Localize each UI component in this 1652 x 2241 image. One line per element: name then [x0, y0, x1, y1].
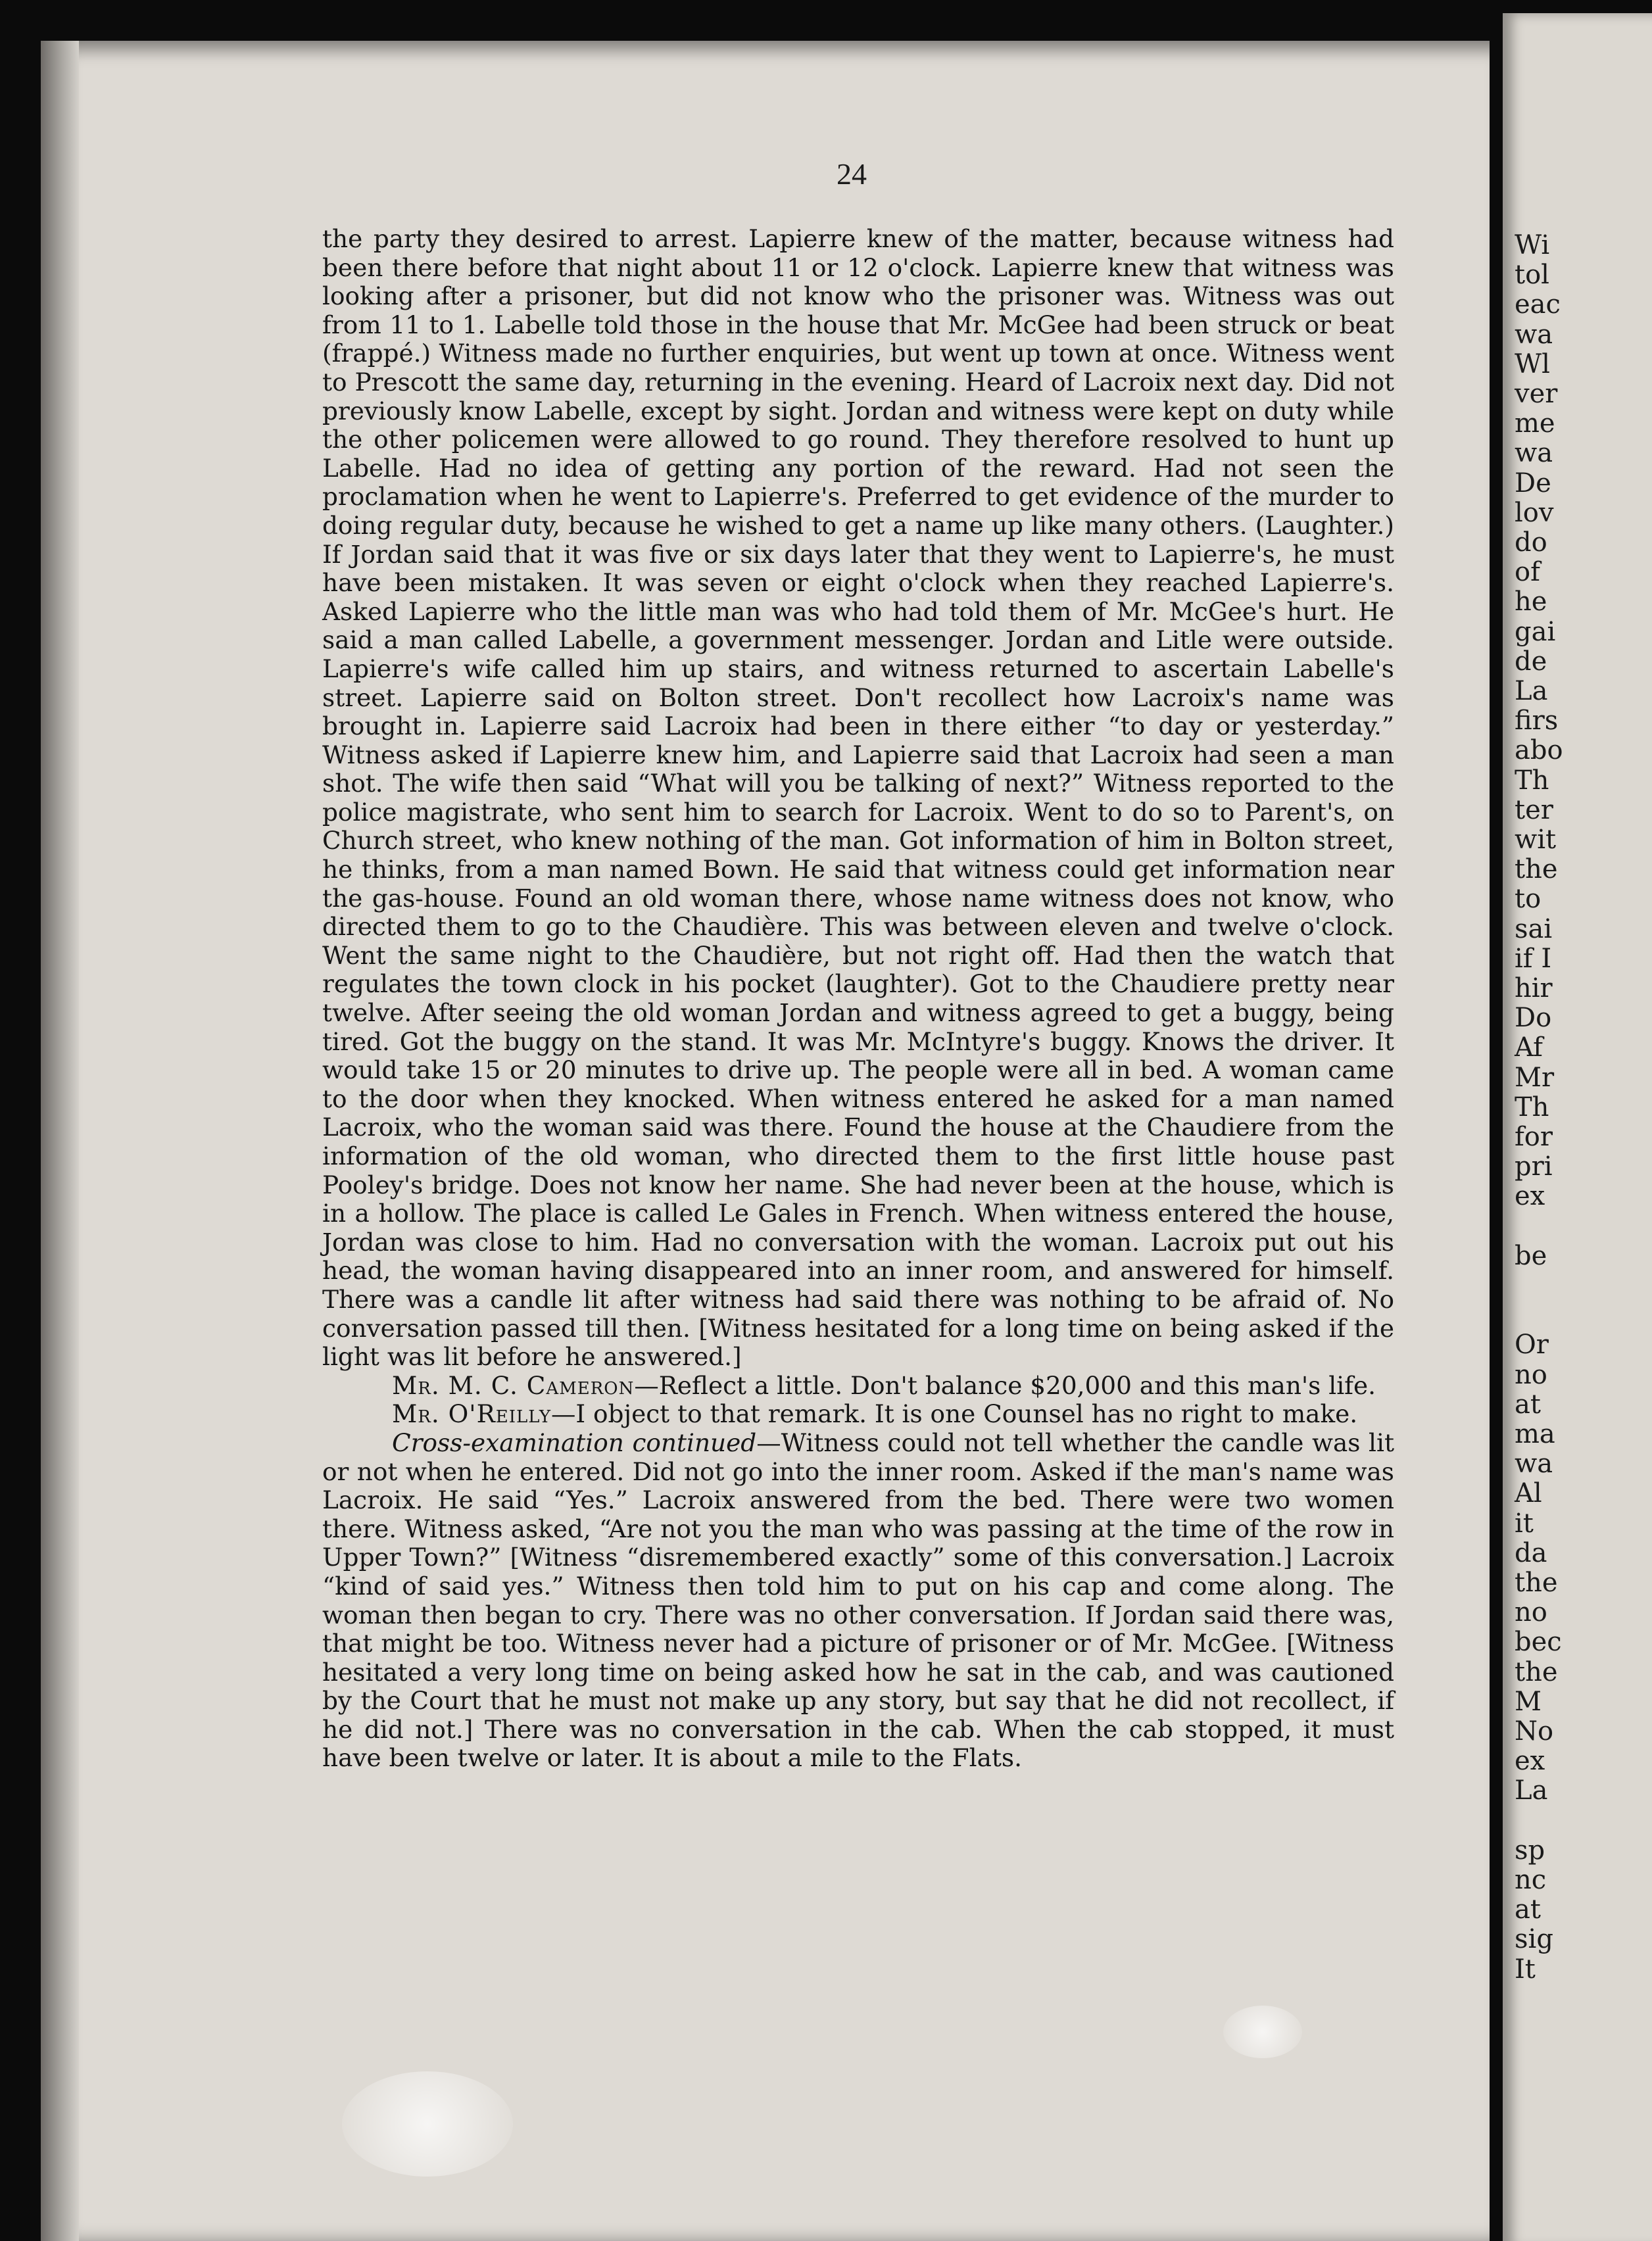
facing-page-line: no: [1515, 1359, 1547, 1390]
facing-page-line: tol: [1515, 260, 1549, 291]
page-edge-shadow: [41, 41, 79, 2241]
facing-page-line: Wl: [1515, 349, 1550, 379]
facing-page-line: wa: [1515, 1449, 1553, 1480]
cross-examination-lead: Cross-examination continued: [392, 1428, 757, 1457]
facing-page-line: wa: [1515, 319, 1553, 350]
facing-page-line: Al: [1515, 1478, 1542, 1509]
cross-examination-text: —Witness could not tell whether the candle was lit or not when he entered. Did not go into the inner room. Asked if the man's name was Lacroix. He said “Yes.” Lacroix answered from the bed. There were two women there. Witness asked, “Are not you the man who was passing at the time of the row in Upper Town?” [Witness “disremembered exactly” some of this conversation.] Lacroix “kind of said yes.” Witness then told him to put on his cap and come along. The woman then began to cry. There was no other conversation. If Jordan said there was, that might be too. Witness never had a picture of prisoner or of Mr. McGee. [Witness hesitated a very long time on being asked how he sat in the cab, and was cautioned by the Court that he must not make up any story, but say that he did not recollect, if he did not.] There was no conversation in the cab. When the cab stopped, it must have been twelve or later. It is about a mile to the Flats.: [322, 1428, 1394, 1773]
facing-page-line: do: [1515, 527, 1547, 558]
facing-page-line: La: [1515, 676, 1548, 706]
facing-page-line: ex: [1515, 1181, 1545, 1212]
facing-page-line: Or: [1515, 1330, 1549, 1361]
facing-page-line: Af: [1515, 1032, 1543, 1063]
facing-page-line: sp: [1515, 1835, 1545, 1866]
facing-page-line: of: [1515, 557, 1540, 588]
oreilly-paragraph: [322, 1400, 1394, 1429]
facing-page-line: the: [1515, 1568, 1558, 1598]
speaker-oreilly: Mr. O'Reilly: [392, 1399, 551, 1429]
facing-page-line: at: [1515, 1894, 1541, 1925]
facing-page-line: at: [1515, 1389, 1541, 1420]
facing-page-line: if I: [1515, 943, 1552, 974]
facing-page-line: hir: [1515, 973, 1553, 1003]
facing-page-line: gai: [1515, 616, 1556, 647]
page-number: 24: [837, 157, 867, 191]
facing-page-line: sai: [1515, 913, 1553, 944]
facing-page-line: sig: [1515, 1924, 1553, 1955]
facing-page-line: ter: [1515, 794, 1553, 825]
speaker-cameron: Mr. M. C. Cameron: [392, 1370, 635, 1400]
facing-page-line: firs: [1515, 706, 1559, 736]
cameron-remark: —Reflect a little. Don't balance $20,000 and this man's life.: [634, 1370, 1376, 1400]
cross-examination-paragraph: [322, 1429, 1394, 1773]
facing-page-line: M: [1515, 1686, 1542, 1717]
facing-page-line: he: [1515, 587, 1547, 617]
facing-page-line: Th: [1515, 1092, 1549, 1122]
facing-page-line: No: [1515, 1716, 1554, 1747]
facing-page-line: abo: [1515, 735, 1563, 766]
facing-page-line: Th: [1515, 765, 1549, 796]
facing-page-line: nc: [1515, 1865, 1547, 1895]
facing-page-line: Do: [1515, 1003, 1552, 1034]
book-gutter: [1490, 0, 1503, 2241]
facing-page-line: the: [1515, 1656, 1558, 1687]
facing-page-line: bec: [1515, 1627, 1562, 1658]
paper-blemish: [342, 2071, 513, 2177]
facing-page-line: La: [1515, 1775, 1548, 1806]
facing-page-line: for: [1515, 1122, 1553, 1152]
facing-page-line: It: [1515, 1954, 1536, 1985]
paper-blemish: [1223, 2006, 1302, 2058]
facing-page-line: Wi: [1515, 230, 1550, 260]
facing-page-line: lov: [1515, 497, 1554, 528]
cameron-paragraph: [322, 1372, 1394, 1401]
facing-page-line: no: [1515, 1597, 1547, 1628]
facing-page-line: be: [1515, 1240, 1547, 1271]
facing-page-line: pri: [1515, 1151, 1553, 1182]
page-body: [322, 225, 1394, 1773]
body-paragraph: the party they desired to arrest. Lapierre knew of the matter, because witness had been there before that night about 11 or 12 o'clock. Lapierre knew that witness was looking after a prisoner, but did not know who the prisoner was. Witness was out from 11 to 1. Labelle told those in the house that Mr. McGee had been struck or beat (frappé.) Witness made no further enquiries, but went up town at once. Witness went to Prescott the same day, returning in the evening. Heard of Lacroix next day. Did not previously know Labelle, except by sight. Jordan and witness were kept on duty while the other policemen were allowed to go round. They therefore resolved to hunt up Labelle. Had no idea of getting any portion of the reward. Had not seen the proclamation when he went to Lapierre's. Preferred to get evidence of the murder to doing regular duty, because he wished to get a name up like many others. (Laughter.) If Jordan said that it was five or six days later that they went to Lapierre's, he must have been mistaken. It was seven or eight o'clock when they reached Lapierre's. Asked Lapierre who the little man was who had told them of Mr. McGee's hurt. He said a man called Labelle, a government messenger. Jordan and Litle were outside. Lapierre's wife called him up stairs, and witness returned to ascertain Labelle's street. Lapierre said on Bolton street. Don't recollect how Lacroix's name was brought in. Lapierre said Lacroix had been in there either “to day or yesterday.” Witness asked if Lapierre knew him, and Lapierre said that Lacroix had seen a man shot. The wife then said “What will you be talking of next?” Witness reported to the police magistrate, who sent him to search for Lacroix. Went to do so to Parent's, on Church street, who knew nothing of the man. Got information of him in Bolton street, he thinks, from a man named Bown. He said that witness could get information near the gas-house. Found an old woman there, whose name witness does not know, who directed them to go to the Chaudière. This was between eleven and twelve o'clock. Went the same night to the Chaudière, but not right off. Had then the watch that regulates the town clock in his pocket (laughter). Got to the Chaudiere pretty near twelve. After seeing the old woman Jordan and witness agreed to get a buggy, being tired. Got the buggy on the stand. It was Mr. McIntyre's buggy. Knows the driver. It would take 15 or 20 minutes to drive up. The people were all in bed. A woman came to the door when they knocked. When witness entered he asked for a man named Lacroix, who the woman said was there. Found the house at the Chaudiere from the information of the old woman, who directed them to the first little house past Pooley's bridge. Does not know her name. She had never been at the house, which is in a hollow. The place is called Le Gales in French. When witness entered the house, Jordan was close to him. Had no conversation with the woman. Lacroix put out his head, the woman having disappeared into an inner room, and answered for himself. There was a candle lit after witness had said there was nothing to be afraid of. No conversation passed till then. [Witness hesitated for a long time on being asked if the light was lit before he answered.]: [322, 224, 1394, 1372]
facing-page-line: De: [1515, 468, 1551, 498]
facing-page-line: ver: [1515, 379, 1558, 409]
facing-page-fragment: [1503, 13, 1652, 2241]
facing-page-line: wit: [1515, 825, 1557, 855]
facing-page-line: it: [1515, 1508, 1534, 1539]
oreilly-remark: —I object to that remark. It is one Counsel has no right to make.: [551, 1399, 1358, 1429]
facing-page-line: me: [1515, 408, 1555, 439]
facing-page-line: eac: [1515, 289, 1561, 320]
facing-page-line: da: [1515, 1537, 1547, 1568]
facing-page-line: de: [1515, 646, 1547, 677]
facing-page-line: wa: [1515, 438, 1553, 469]
facing-page-line: to: [1515, 884, 1542, 915]
facing-page-line: the: [1515, 854, 1558, 885]
facing-page-line: ex: [1515, 1746, 1545, 1777]
facing-page-line: ma: [1515, 1419, 1555, 1449]
facing-page-line: Mr: [1515, 1062, 1555, 1093]
